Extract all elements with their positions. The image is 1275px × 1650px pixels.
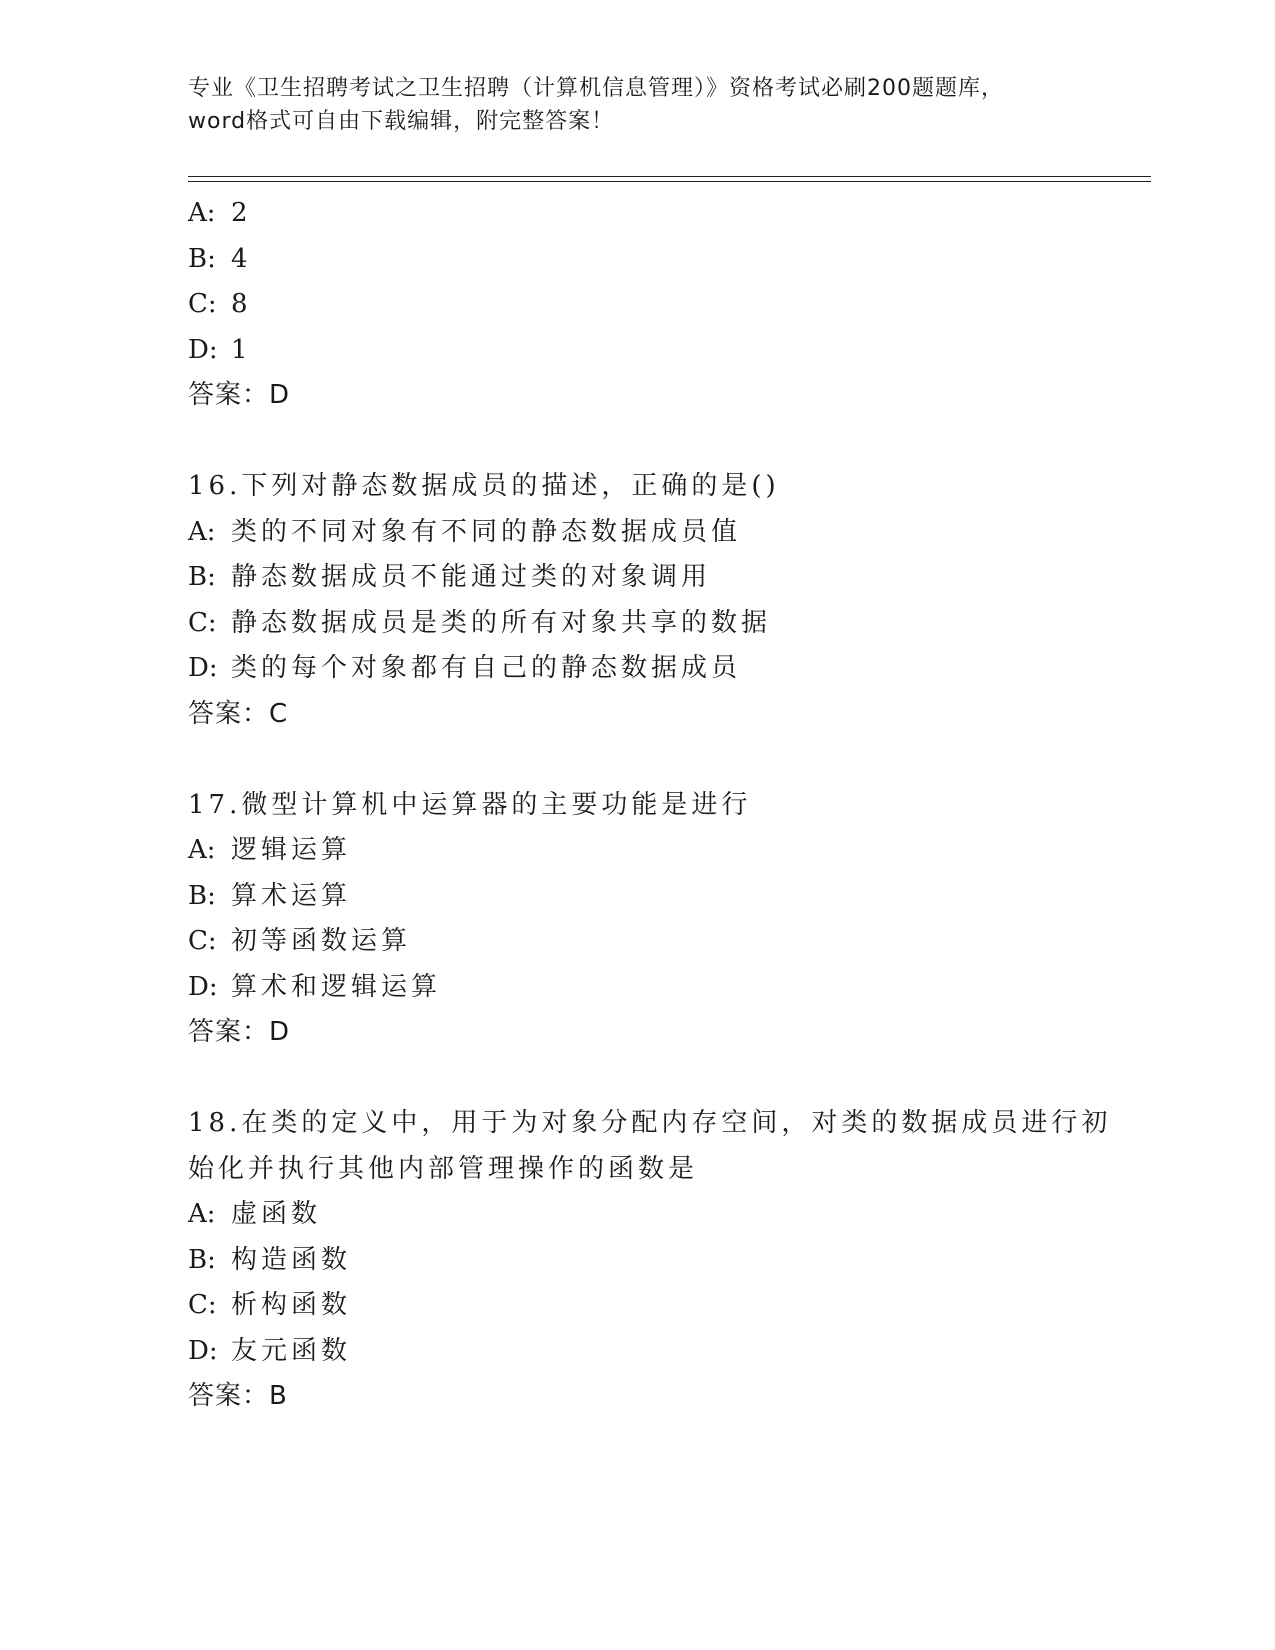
option-text: 类的每个对象都有自己的静态数据成员	[231, 653, 742, 683]
option-text: 友元函数	[231, 1335, 352, 1366]
option-label: D:	[188, 971, 218, 1002]
header-divider-top	[188, 176, 1151, 177]
option-text: 1	[231, 334, 252, 365]
option-label: C:	[188, 926, 217, 956]
option-text: 2	[231, 198, 252, 228]
option-text: 构造函数	[231, 1244, 352, 1275]
option-text: 初等函数运算	[231, 926, 412, 956]
option-label: A:	[188, 835, 216, 865]
option-label: C:	[188, 607, 217, 638]
option-label: D:	[188, 653, 218, 683]
question-16	[188, 464, 1128, 737]
option-text: 类的不同对象有不同的静态数据成员值	[231, 516, 742, 547]
option-text: 静态数据成员是类的所有对象共享的数据	[231, 607, 772, 638]
option-text: 析构函数	[231, 1290, 352, 1320]
option-label: B:	[188, 1244, 216, 1275]
option-text: 逻辑运算	[231, 835, 352, 865]
spacer	[188, 737, 1128, 783]
option-text: 4	[231, 243, 252, 274]
option-text: 算术和逻辑运算	[231, 971, 442, 1002]
option-label: B:	[188, 880, 216, 911]
answer: 答案：D	[188, 380, 291, 410]
question-15	[188, 191, 1128, 419]
answer: 答案：D	[188, 1017, 291, 1047]
option-label: D:	[188, 1335, 218, 1366]
option-text: 8	[231, 289, 252, 319]
option-text: 算术运算	[231, 880, 352, 911]
question-stem-line-2: 始化并执行其他内部管理操作的函数是	[188, 1153, 699, 1184]
header-line-2: word格式可自由下载编辑，附完整答案！	[188, 109, 615, 134]
option-d	[188, 1329, 1128, 1375]
option-label: B:	[188, 243, 216, 274]
question-18	[188, 1101, 1128, 1420]
option-text: 静态数据成员不能通过类的对象调用	[231, 562, 712, 592]
option-label: A:	[188, 198, 216, 228]
option-c	[188, 282, 1128, 328]
option-d	[188, 646, 1128, 692]
question-stem: 16.下列对静态数据成员的描述，正确的是()	[188, 471, 780, 501]
option-d	[188, 965, 1128, 1011]
option-a	[188, 1192, 1128, 1238]
option-c	[188, 919, 1128, 965]
spacer	[188, 419, 1128, 465]
question-stem: 17.微型计算机中运算器的主要功能是进行	[188, 789, 752, 820]
option-b	[188, 1238, 1128, 1284]
option-label: A:	[188, 1199, 216, 1229]
header-line-1: 专业《卫生招聘考试之卫生招聘（计算机信息管理）》资格考试必刷200题题库，	[188, 76, 1004, 101]
option-a	[188, 191, 1128, 237]
option-text: 虚函数	[231, 1199, 322, 1229]
option-a	[188, 828, 1128, 874]
option-c	[188, 601, 1128, 647]
option-label: A:	[188, 516, 216, 547]
option-label: D:	[188, 334, 218, 365]
answer: 答案：C	[188, 698, 289, 729]
answer: 答案：B	[188, 1381, 288, 1411]
question-stem-line-1: 18.在类的定义中，用于为对象分配内存空间，对类的数据成员进行初	[188, 1108, 1112, 1138]
option-label: B:	[188, 562, 216, 592]
option-d	[188, 328, 1128, 374]
option-b	[188, 874, 1128, 920]
option-b	[188, 555, 1128, 601]
question-17	[188, 783, 1128, 1056]
option-c	[188, 1283, 1128, 1329]
option-b	[188, 237, 1128, 283]
spacer	[188, 1056, 1128, 1102]
header-divider-bottom	[188, 181, 1151, 182]
document-header	[188, 72, 1088, 138]
option-label: C:	[188, 1290, 217, 1320]
option-label: C:	[188, 289, 217, 319]
question-list	[188, 191, 1128, 1420]
option-a	[188, 510, 1128, 556]
